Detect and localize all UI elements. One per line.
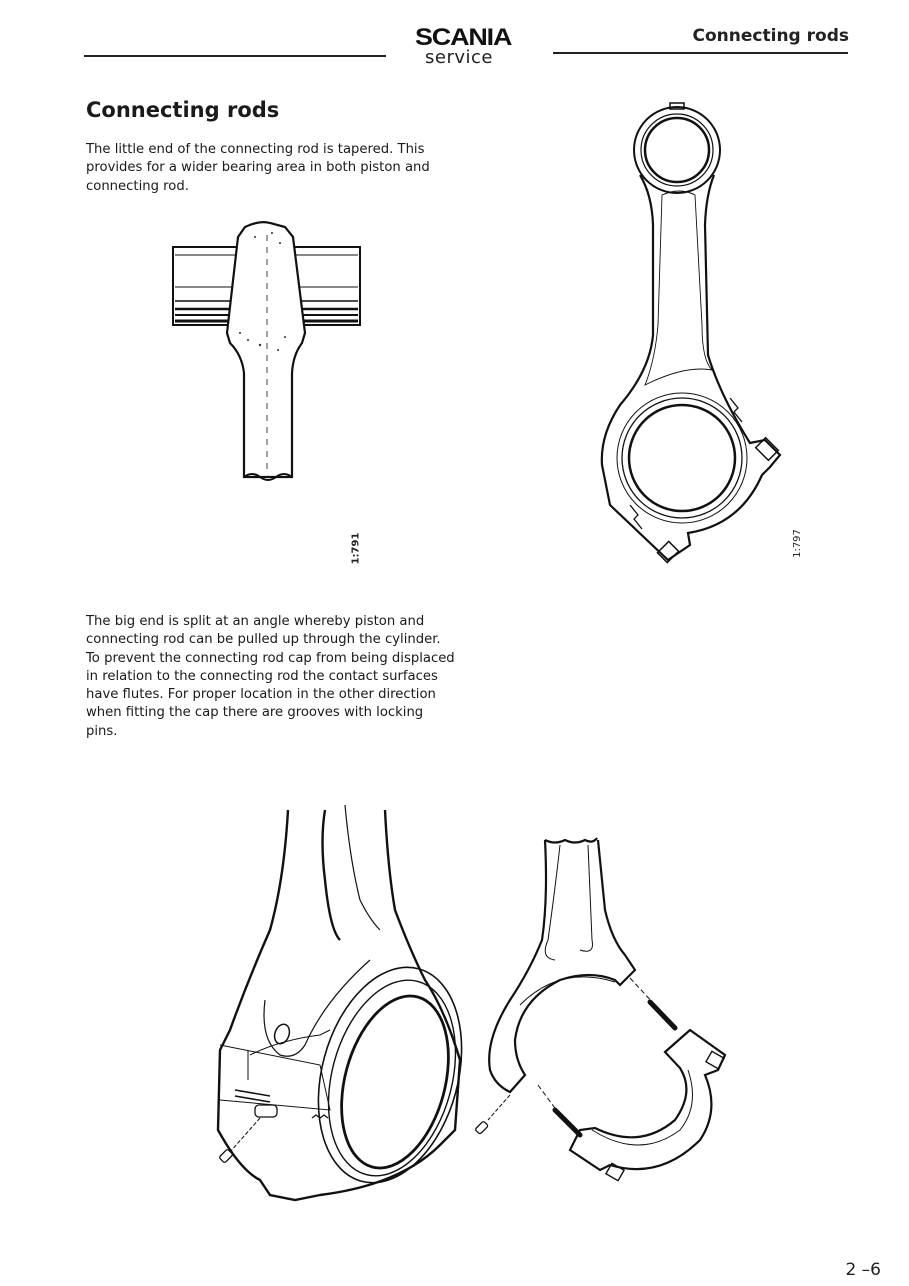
figure-label-1797: 1:797 [791,529,803,558]
page-number: 2 –6 [845,1260,881,1280]
header-section-title: Connecting rods [692,26,849,46]
header-rule-left [84,55,386,57]
logo-subtitle: service [425,47,493,68]
figure-big-end-exploded-cap [470,830,740,1200]
page-title: Connecting rods [86,98,280,122]
header-rule-right [553,52,848,54]
scania-logo: SCANIA [415,24,512,51]
paragraph-little-end: The little end of the connecting rod is tapered. This provides for a wider bearing area in both piston and connecting rod. [86,142,430,194]
figure-little-end-taper [160,215,380,500]
figure-connecting-rod-front [590,95,790,575]
figure-big-end-perspective [200,800,480,1210]
paragraph-big-end: The big end is split at an angle whereby piston and connecting rod can be pulled up through the cylinder. To prevent the connecting rod cap from being displaced in relation to the connecting rod the contact surfaces have flutes. For proper location in the other direction when fitting the cap there are grooves with locking pins. [86,614,455,739]
figure-label-1791: 1:791 [350,532,362,565]
